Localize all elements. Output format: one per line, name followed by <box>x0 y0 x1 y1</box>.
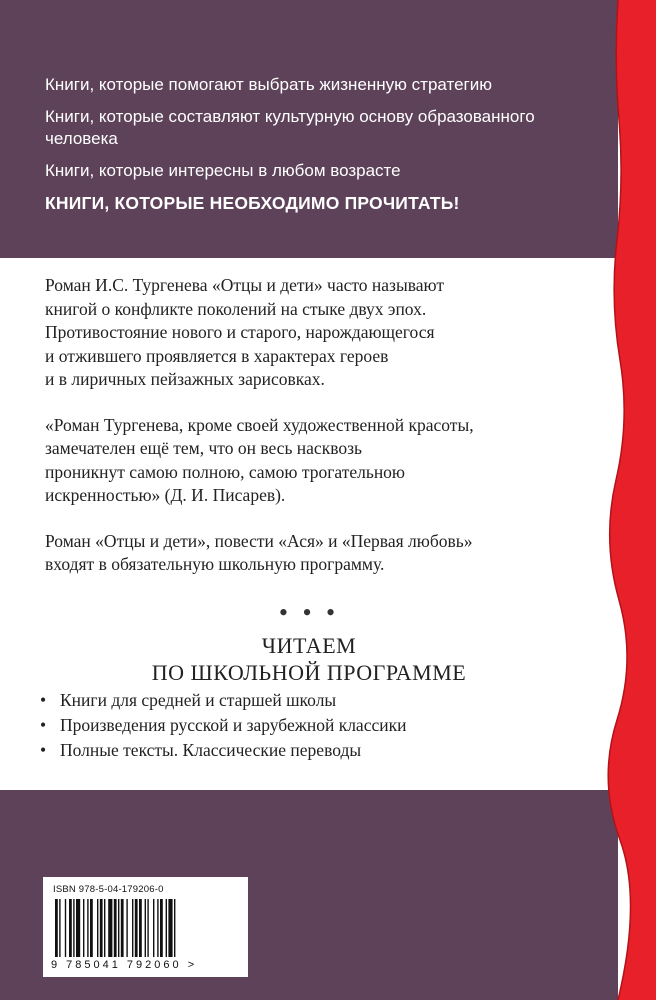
barcode <box>43 877 248 977</box>
barcode-bar <box>121 899 124 957</box>
top-slogan: КНИГИ, КОТОРЫЕ НЕОБХОДИМО ПРОЧИТАТЬ! <box>45 193 460 213</box>
barcode-bar <box>168 899 172 957</box>
barcode-bar <box>118 899 119 957</box>
series-bullets <box>40 688 600 763</box>
barcode-bar <box>100 899 103 957</box>
barcode-bar <box>160 899 163 957</box>
barcode-bar <box>97 899 98 957</box>
barcode-bar <box>114 899 117 957</box>
barcode-bar <box>174 899 175 957</box>
barcode-bar <box>135 899 138 957</box>
barcode-bar <box>153 899 154 957</box>
barcode-bar <box>104 899 105 957</box>
barcode-bar <box>55 899 58 957</box>
barcode-digits: 9 785041 792060 > <box>51 959 198 971</box>
bullet-item: • Полные тексты. Классические переводы <box>40 738 600 763</box>
barcode-bar <box>147 899 148 957</box>
description-paragraph-1: Роман И.С. Тургенева «Отцы и дети» часто называют книгой о конфликте поколений на стыке двух эпох. Противостояние нового и старого, нарождающегося и отжившего проявляется в характерах героев и в лиричных пейзажных зарисовках. <box>45 275 445 389</box>
description-paragraph-2: «Роман Тургенева, кроме своей художественной красоты, замечателен ещё тем, что он весь насквозь проникнут самою полною, самою трогательною искренностью» (Д. И. Писарев). <box>45 414 474 505</box>
series-title-line-2: ПО ШКОЛЬНОЙ ПРОГРАММЕ <box>151 660 467 685</box>
barcode-bar <box>87 899 88 957</box>
barcode-bar <box>83 899 84 957</box>
barcode-bar <box>76 899 80 957</box>
top-line-2: Книги, которые составляют культурную основу образованного человека <box>45 107 535 148</box>
bullet-item: • Произведения русской и зарубежной классики <box>40 713 600 738</box>
barcode-bar <box>59 899 60 957</box>
series-title-line-1: ЧИТАЕМ <box>261 633 357 658</box>
barcode-bar <box>139 899 142 957</box>
barcode-bar <box>69 899 72 957</box>
barcode-bar <box>65 899 66 957</box>
barcode-bar <box>108 899 112 957</box>
barcode-bar <box>166 899 167 957</box>
description <box>45 274 605 599</box>
bullet-item: • Книги для средней и старшей школы <box>40 688 600 713</box>
top-line-3: Книги, которые интересны в любом возрасте <box>45 161 401 180</box>
separator-dots: • • • <box>278 598 340 627</box>
barcode-bar <box>90 899 93 957</box>
description-paragraph-3: Роман «Отцы и дети», повести «Ася» и «Первая любовь» входят в обязательную школьную программу. <box>45 530 473 574</box>
barcode-bar <box>126 899 127 957</box>
red-torn-edge <box>604 0 656 1000</box>
barcode-bar <box>132 899 133 957</box>
barcode-bar <box>73 899 74 957</box>
top-band-text <box>45 74 565 224</box>
isbn-label: ISBN 978-5-04-179206-0 <box>53 884 164 895</box>
barcode-bar <box>145 899 146 957</box>
series-heading <box>0 632 618 686</box>
barcode-bar <box>157 899 158 957</box>
top-line-1: Книги, которые помогают выбрать жизненную стратегию <box>45 75 492 94</box>
